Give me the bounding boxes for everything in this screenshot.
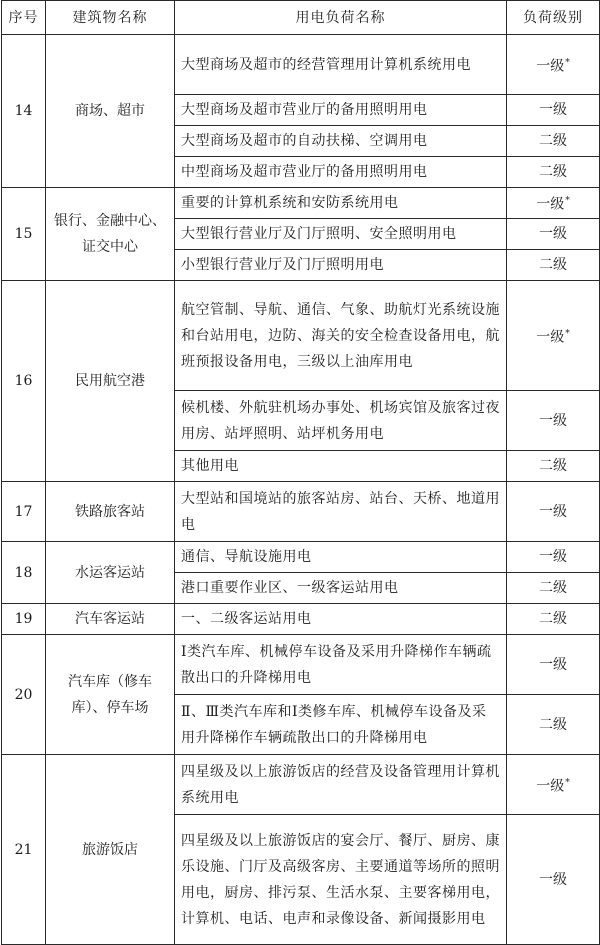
load-name: 港口重要作业区、一级客运站用电 xyxy=(175,573,507,604)
building-name: 商场、超市 xyxy=(46,35,175,188)
load-name: 中型商场及超市营业厅的备用照明用电 xyxy=(175,157,507,188)
row-number: 19 xyxy=(2,604,46,635)
building-name: 银行、金融中心、证交中心 xyxy=(46,188,175,281)
load-level: 二级 xyxy=(507,451,600,482)
table-row xyxy=(2,281,600,391)
load-level-table xyxy=(1,0,600,945)
load-name: 大型商场及超市营业厅的备用照明用电 xyxy=(175,95,507,126)
header-load: 用电负荷名称 xyxy=(175,1,507,35)
table-row xyxy=(2,635,600,695)
row-number: 20 xyxy=(2,635,46,755)
load-level: 一级 xyxy=(507,815,600,945)
load-level: 二级 xyxy=(507,573,600,604)
header-row xyxy=(2,1,600,35)
table-row xyxy=(2,482,600,542)
load-level: 二级 xyxy=(507,250,600,281)
load-level: 一级 xyxy=(507,482,600,542)
load-name: 大型银行营业厅及门厅照明、安全照明用电 xyxy=(175,219,507,250)
load-level: 二级 xyxy=(507,695,600,755)
load-name: 大型商场及超市的经营管理用计算机系统用电 xyxy=(175,35,507,95)
load-level: 一级 xyxy=(507,391,600,451)
row-number: 15 xyxy=(2,188,46,281)
building-name: 水运客运站 xyxy=(46,542,175,604)
load-level: 一级* xyxy=(507,755,600,815)
load-level: 一级 xyxy=(507,219,600,250)
header-no: 序号 xyxy=(2,1,46,35)
load-name: 四星级及以上旅游饭店的经营及设备管理用计算机系统用电 xyxy=(175,755,507,815)
load-name: 大型商场及超市的自动扶梯、空调用电 xyxy=(175,126,507,157)
load-name: 重要的计算机系统和安防系统用电 xyxy=(175,188,507,219)
row-number: 14 xyxy=(2,35,46,188)
load-name: 通信、导航设施用电 xyxy=(175,542,507,573)
table-row xyxy=(2,542,600,573)
asterisk-mark: * xyxy=(565,777,570,788)
table-row xyxy=(2,35,600,95)
load-name: 一、二级客运站用电 xyxy=(175,604,507,635)
table-row xyxy=(2,188,600,219)
building-name: 民用航空港 xyxy=(46,281,175,482)
row-number: 16 xyxy=(2,281,46,482)
asterisk-mark: * xyxy=(565,57,570,68)
load-level: 二级 xyxy=(507,604,600,635)
load-name: 四星级及以上旅游饭店的宴会厅、餐厅、厨房、康乐设施、门厅及高级客房、主要通道等场所的照明用电，厨房、排污泵、生活水泵、主要客梯用电，计算机、电话、电声和录像设备、新闻摄影用电 xyxy=(175,815,507,945)
load-name: 小型银行营业厅及门厅照明用电 xyxy=(175,250,507,281)
load-name: 大型站和国境站的旅客站房、站台、天桥、地道用电 xyxy=(175,482,507,542)
row-number: 18 xyxy=(2,542,46,604)
load-level: 一级 xyxy=(507,635,600,695)
row-number: 17 xyxy=(2,482,46,542)
load-name: 候机楼、外航驻机场办事处、机场宾馆及旅客过夜用房、站坪照明、站坪机务用电 xyxy=(175,391,507,451)
row-number: 21 xyxy=(2,755,46,945)
load-level: 一级* xyxy=(507,281,600,391)
building-name: 铁路旅客站 xyxy=(46,482,175,542)
load-level: 二级 xyxy=(507,157,600,188)
load-name: Ⅰ类汽车库、机械停车设备及采用升降梯作车辆疏散出口的升降梯用电 xyxy=(175,635,507,695)
load-name: 其他用电 xyxy=(175,451,507,482)
load-level: 一级 xyxy=(507,542,600,573)
load-name: Ⅱ、Ⅲ类汽车库和Ⅰ类修车库、机械停车设备及采用升降梯作车辆疏散出口的升降梯用电 xyxy=(175,695,507,755)
asterisk-mark: * xyxy=(565,196,570,207)
table-row xyxy=(2,755,600,815)
building-name: 旅游饭店 xyxy=(46,755,175,945)
header-level: 负荷级别 xyxy=(507,1,600,35)
building-name: 汽车库（修车库）、停车场 xyxy=(46,635,175,755)
header-building: 建筑物名称 xyxy=(46,1,175,35)
building-name: 汽车客运站 xyxy=(46,604,175,635)
load-level: 二级 xyxy=(507,126,600,157)
load-level: 一级* xyxy=(507,35,600,95)
load-level: 一级 xyxy=(507,95,600,126)
load-level: 一级* xyxy=(507,188,600,219)
table-row xyxy=(2,604,600,635)
asterisk-mark: * xyxy=(565,328,570,339)
load-name: 航空管制、导航、通信、气象、助航灯光系统设施和台站用电，边防、海关的安全检查设备用电，航班预报设备用电，三级以上油库用电 xyxy=(175,281,507,391)
